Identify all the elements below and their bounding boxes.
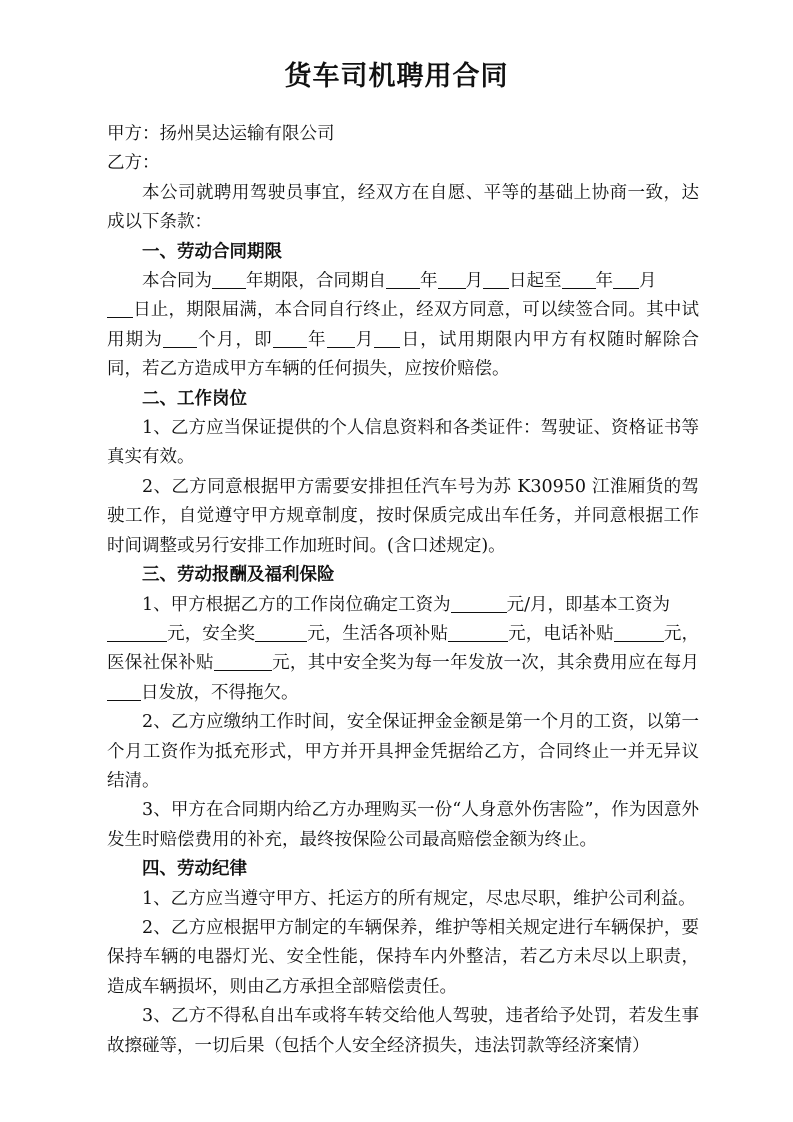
section-heading-term: 一、劳动合同期限: [142, 241, 282, 262]
discipline-clause-1: 1、乙方应当遵守甲方、托运方的所有规定，尽忠尽职，维护公司利益。: [142, 888, 696, 909]
end-year-blank[interactable]: [562, 269, 596, 289]
insurance-allowance-blank[interactable]: [214, 651, 272, 671]
pay-text: 元/月，即基本工资为: [506, 594, 671, 615]
pay-text: 元，医保社保补贴: [107, 623, 700, 674]
pay-text: 元，生活各项补贴: [307, 623, 449, 644]
term-text: 月: [354, 329, 375, 350]
base-salary-blank[interactable]: [107, 622, 167, 642]
term-paragraph: [107, 267, 699, 385]
pay-text: 元，安全奖: [167, 623, 256, 644]
position-clause-1: 1、乙方应当保证提供的个人信息资料和各类证件：驾驶证、资格证书等真实有效。: [107, 418, 699, 468]
term-text: 个月，即: [196, 329, 273, 350]
term-text: 年: [306, 329, 327, 350]
probation-day-blank[interactable]: [374, 328, 400, 348]
term-text: 日起至: [509, 271, 562, 292]
start-month-blank[interactable]: [438, 269, 466, 289]
probation-year-blank[interactable]: [273, 328, 307, 348]
monthly-salary-blank[interactable]: [451, 593, 507, 613]
party-b: 乙方：: [107, 153, 160, 174]
document-body: [107, 120, 699, 1061]
term-text: 月: [465, 271, 483, 292]
end-month-blank[interactable]: [613, 269, 639, 289]
section-heading-discipline: 四、劳动纪律: [142, 859, 247, 880]
section-heading-position: 二、工作岗位: [142, 388, 247, 409]
discipline-clause-3: 3、乙方不得私自出车或将车转交给他人驾驶，违者给予处罚，若发生事故擦碰等，一切后果（包括个人安全经济损失，违法罚款等经济案情）: [107, 1006, 699, 1056]
document-title: 货车司机聘用合同: [284, 61, 509, 92]
pay-text: 日发放，不得拖欠。: [141, 682, 299, 703]
safety-bonus-blank[interactable]: [255, 622, 307, 642]
pay-text: 元，电话补贴: [508, 623, 614, 644]
party-a: 甲方：扬州昊达运输有限公司: [107, 124, 335, 144]
term-text: 年: [595, 271, 613, 292]
pay-clause-2: 2、乙方应缴纳工作时间，安全保证押金金额是第一个月的工资，以第一个月工资作为抵充形式，甲方并开具押金凭据给乙方，合同终止一并无异议结清。: [107, 712, 699, 791]
term-text: 日止，期限届满，本合同自行终止，经双方同意，可以续签合同。其中试用期为: [107, 300, 699, 350]
years-blank[interactable]: [212, 269, 246, 289]
probation-month-blank[interactable]: [327, 328, 355, 348]
pay-clause-3: 3、甲方在合同期内给乙方办理购买一份“人身意外伤害险”，作为因意外发生时赔偿费用的补充，最终按保险公司最高赔偿金额为终止。: [107, 800, 699, 850]
start-day-blank[interactable]: [483, 269, 509, 289]
pay-day-blank[interactable]: [107, 681, 141, 701]
pay-clause-1: [107, 591, 699, 709]
pay-text: 1、甲方根据乙方的工作岗位确定工资为: [142, 594, 451, 615]
term-text: 本合同为: [142, 271, 212, 292]
living-allowance-blank[interactable]: [448, 622, 508, 642]
end-day-blank[interactable]: [107, 298, 133, 318]
term-text: 年: [420, 271, 438, 292]
section-heading-pay: 三、劳动报酬及福利保险: [142, 565, 335, 586]
phone-allowance-blank[interactable]: [614, 622, 664, 642]
probation-months-blank[interactable]: [163, 328, 197, 348]
term-text: 月: [639, 271, 657, 292]
pay-text: 元，其中安全奖为每一年发放一次，其余费用应在每月: [271, 653, 700, 674]
discipline-clause-2: 2、乙方应根据甲方制定的车辆保养，维护等相关规定进行车辆保护，要保持车辆的电器灯光、安全性能，保持车内外整洁，若乙方未尽以上职责，造成车辆损坏，则由乙方承担全部赔偿责任。: [107, 917, 699, 997]
start-year-blank[interactable]: [386, 269, 420, 289]
term-text: 年期限，合同期自: [246, 271, 386, 292]
term-text: 日，试用期限内甲方有权随时解除合同，若乙方造成甲方车辆的任何损失，应按价赔偿。: [107, 329, 700, 380]
position-clause-2: 2、乙方同意根据甲方需要安排担任汽车号为苏 K30950 江淮厢货的驾驶工作，自觉遵守甲方规章制度，按时保质完成出车任务，并同意根据工作时间调整或另行安排工作加班时间。(含口述规定)。: [107, 476, 699, 556]
intro-paragraph: 本公司就聘用驾驶员事宜，经双方在自愿、平等的基础上协商一致，达成以下条款：: [107, 182, 699, 233]
